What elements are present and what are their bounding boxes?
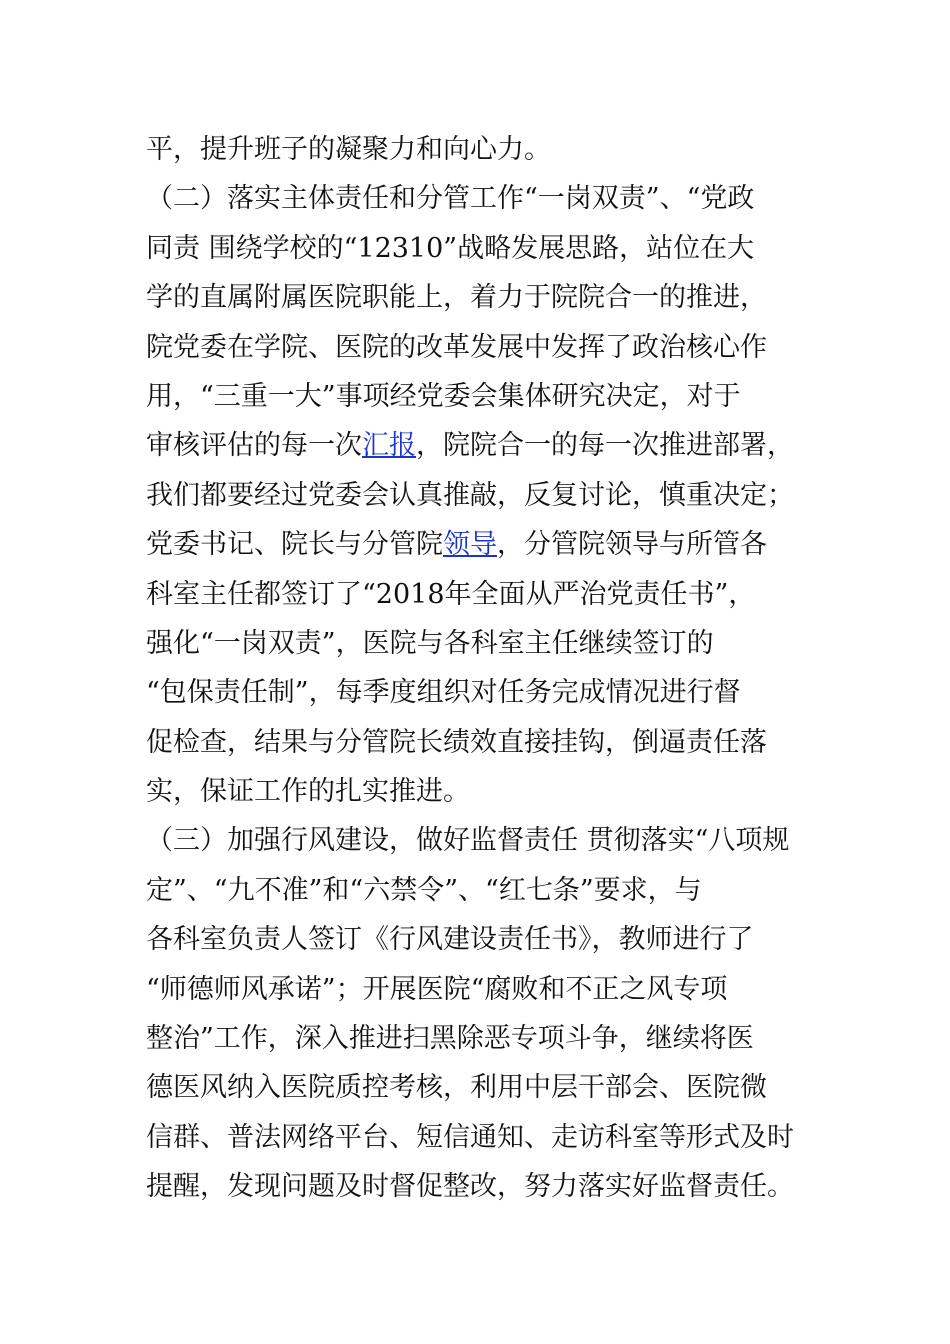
text-run: 我们都要经过党委会认真推敲，反复讨论，慎重决定； (146, 479, 794, 511)
section-heading-2 (146, 174, 826, 223)
text-run: 信群、普法网络平台、短信通知、走访科室等形式及时 (146, 1121, 794, 1153)
text-run: 促检查，结果与分管院长绩效直接挂钩，倒逼责任落 (146, 726, 767, 758)
text-line (146, 273, 826, 322)
text-run: 审核评估的每一次 (146, 430, 362, 462)
text-run: 党委书记、院长与分管院 (146, 529, 443, 561)
text-run: 强化“一岗双责”，医院与各科室主任继续签订的 (146, 627, 714, 659)
text-run: 提醒，发现问题及时督促整改，努力落实好监督责任。 (146, 1171, 794, 1203)
text-run: 平，提升班子的凝聚力和向心力。 (146, 134, 551, 165)
text-run: 用，“三重一大”事项经党委会集体研究决定，对于 (146, 380, 741, 412)
text-line (146, 915, 826, 964)
text-run: 院党委在学院、医院的改革发展中发挥了政治核心作 (146, 331, 767, 363)
text-line (146, 668, 826, 717)
text-run: 定”、“九不准”和“六禁令”、“红七条”要求，与 (146, 874, 702, 906)
text-line (146, 421, 826, 470)
text-run: 整治”工作，深入推进扫黑除恶专项斗争，继续将医 (146, 1023, 754, 1055)
text-run: 学的直属附属医院职能上，着力于院院合一的推进， (146, 282, 767, 314)
report-link[interactable]: 汇报 (362, 430, 416, 462)
text-run: （三）加强行风建设，做好监督责任 贯彻落实“八项规 (146, 825, 790, 857)
text-line (146, 1162, 826, 1211)
text-line (146, 471, 826, 520)
document-body (146, 125, 826, 1212)
text-run: ，分管院领导与所管各 (497, 529, 767, 561)
text-line (146, 619, 826, 668)
text-line (146, 866, 826, 915)
text-line (146, 224, 826, 273)
text-line (146, 718, 826, 767)
text-line (146, 323, 826, 372)
section-heading-3 (146, 816, 826, 865)
text-run: 各科室负责人签订《行风建设责任书》，教师进行了 (146, 924, 754, 956)
text-run: 实，保证工作的扎实推进。 (146, 776, 470, 808)
text-run: “包保责任制”，每季度组织对任务完成情况进行督 (146, 677, 741, 709)
text-line (146, 570, 826, 619)
text-run: ，院院合一的每一次推进部署， (416, 430, 794, 462)
text-run: 德医风纳入医院质控考核，利用中层干部会、医院微 (146, 1072, 767, 1104)
text-line (146, 965, 826, 1014)
text-line (146, 125, 826, 174)
text-line (146, 520, 826, 569)
text-run: 同责 围绕学校的“12310”战略发展思路，站位在大 (146, 232, 755, 264)
text-line (146, 1014, 826, 1063)
text-line (146, 1063, 826, 1112)
leadership-link[interactable]: 领导 (443, 529, 497, 561)
text-line (146, 767, 826, 816)
text-run: “师德师风承诺”；开展医院“腐败和不正之风专项 (146, 973, 728, 1005)
text-run: （二）落实主体责任和分管工作“一岗双责”、“党政 (146, 183, 755, 215)
text-run: 科室主任都签订了“2018年全面从严治党责任书”， (146, 578, 756, 610)
text-line (146, 372, 826, 421)
text-line (146, 1113, 826, 1162)
